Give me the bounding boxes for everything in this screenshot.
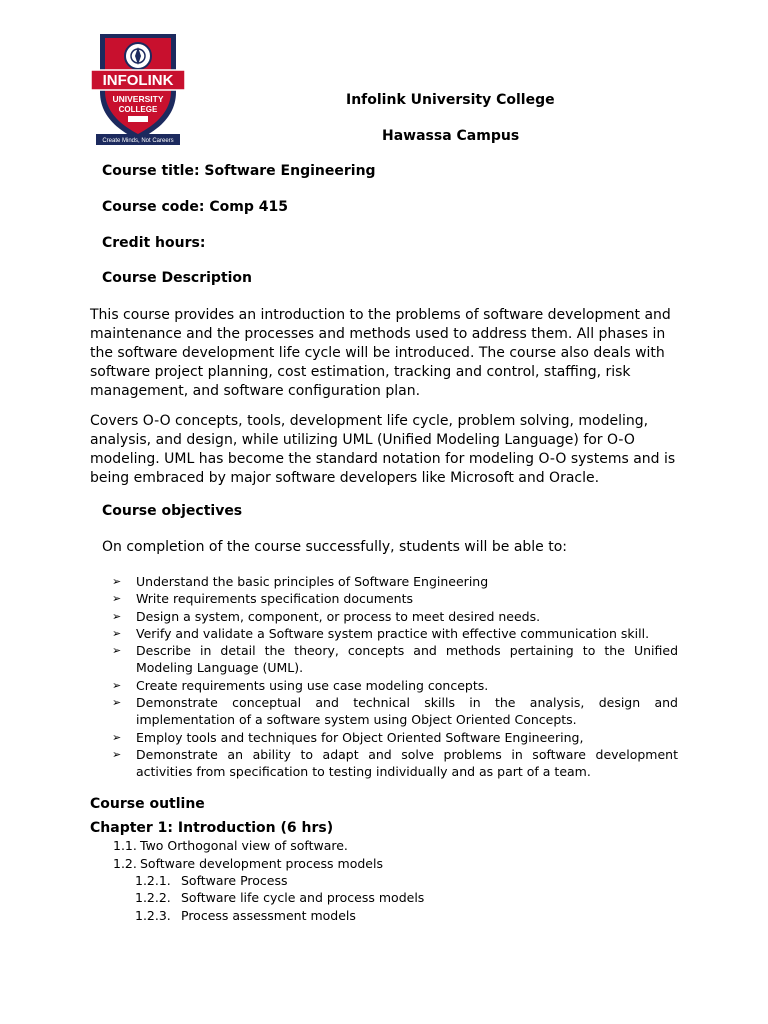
arrow-bullet-icon: ➢ — [112, 644, 122, 658]
list-item: ➢ Demonstrate conceptual and technical skills in the analysis, design and implementation of a software system using Object Oriented Concepts. — [112, 695, 678, 728]
outline-entry: 1.2.1. Software Process — [135, 873, 288, 888]
campus-name: Hawassa Campus — [382, 128, 520, 144]
svg-text:INFOLINK: INFOLINK — [102, 72, 174, 89]
list-item: ➢ Employ tools and techniques for Object Oriented Software Engineering, — [112, 729, 584, 745]
list-item: ➢ Create requirements using use case modeling concepts. — [112, 677, 489, 693]
objectives-heading: Course objectives — [102, 503, 243, 519]
arrow-bullet-icon: ➢ — [112, 747, 122, 761]
list-item: ➢ Write requirements specification documents — [112, 591, 413, 607]
svg-text:UNIVERSITY: UNIVERSITY — [112, 94, 164, 104]
list-item: ➢ Understand the basic principles of Software Engineering — [112, 574, 489, 589]
credit-hours: Credit hours: — [102, 235, 206, 251]
description-paragraph-1: This course provides an introduction to the problems of software development and maintenance and the processes and methods used to address them. All phases in the software development life cycle will be introduced. The course also deals with software project planning, cost estimation, tracking and control, staffing, risk management, and software configuration plan. — [90, 307, 671, 399]
arrow-bullet-icon: ➢ — [112, 678, 122, 692]
infolink-logo — [88, 30, 188, 148]
list-item: ➢ Design a system, component, or process to meet desired needs. — [112, 608, 541, 624]
svg-text:COLLEGE: COLLEGE — [118, 105, 158, 114]
objectives-intro: On completion of the course successfully, students will be able to: — [102, 539, 568, 555]
outline-heading: Course outline — [90, 796, 205, 812]
outline-entry: 1.1. Two Orthogonal view of software. — [113, 838, 348, 853]
arrow-bullet-icon: ➢ — [112, 575, 122, 588]
outline-entry: 1.2.3. Process assessment models — [135, 908, 356, 923]
list-item: ➢ Verify and validate a Software system practice with effective communication skill. — [112, 625, 650, 641]
outline-entry: 1.2.2. Software life cycle and process models — [135, 890, 425, 905]
list-item: ➢ Describe in detail the theory, concepts and methods pertaining to the Unified Modeling Language (UML). — [112, 643, 678, 676]
description-paragraph-2: Covers O-O concepts, tools, development life cycle, problem solving, modeling, analysis, and design, while utilizing UML (Unified Modeling Language) for O-O modeling. UML has become the standard notation for modeling O-O systems and is being embraced by major software developers like Microsoft and Oracle. — [90, 413, 676, 486]
outline-entry: 1.2. Software development process models — [113, 856, 383, 871]
svg-text:Create Minds, Not Careers: Create Minds, Not Careers — [102, 138, 174, 144]
arrow-bullet-icon: ➢ — [112, 609, 122, 623]
arrow-bullet-icon: ➢ — [112, 592, 122, 606]
course-code: Course code: Comp 415 — [102, 199, 288, 215]
arrow-bullet-icon: ➢ — [112, 626, 122, 640]
description-heading: Course Description — [102, 270, 253, 286]
list-item: ➢ Demonstrate an ability to adapt and solve problems in software development activities from specification to testing individually and as part of a team. — [112, 746, 678, 780]
arrow-bullet-icon: ➢ — [112, 730, 122, 744]
arrow-bullet-icon: ➢ — [112, 696, 122, 710]
institution-name: Infolink University College — [346, 92, 555, 108]
chapter-heading: Chapter 1: Introduction (6 hrs) — [90, 820, 334, 836]
objectives-list — [112, 573, 678, 781]
course-title: Course title: Software Engineering — [102, 163, 376, 179]
